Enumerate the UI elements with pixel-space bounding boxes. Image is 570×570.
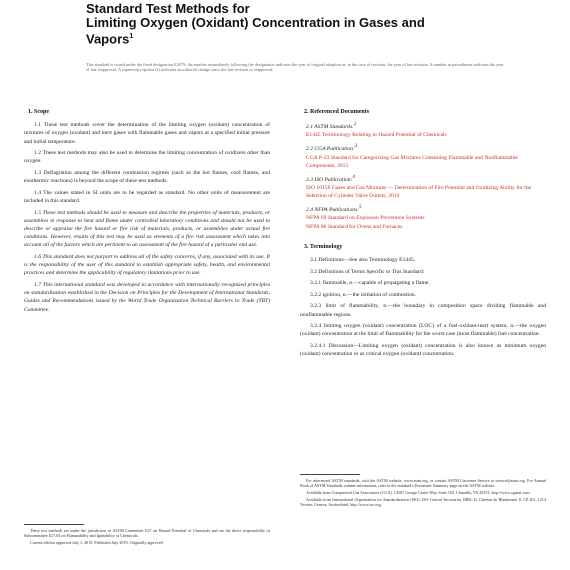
section-heading-terminology: 3. Terminology (304, 243, 343, 250)
document-title (86, 2, 516, 46)
reference-footnote-mark: 2 (354, 122, 357, 128)
scope-para-4: 1.4 The values stated in SI units are to be regarded as standard. No other units of measurement are included in this standard. (24, 189, 270, 204)
reference-footnote-mark: 3 (354, 144, 358, 150)
reference-link-code[interactable]: E1445 (306, 132, 321, 139)
title-line-1: Standard Test Methods for (86, 1, 250, 16)
reference-group-astm (300, 121, 546, 139)
title-line-3 (86, 30, 516, 46)
reference-link-code[interactable]: NFPA 86 (306, 223, 327, 230)
scope-para-1: 1.1 These test methods cover the determination of the limiting oxygen (oxidant) concentration of mixtures of oxygen (oxidant) and inert gases with flammable gases and vapors at a specified initial pressure and initial temperature. (24, 122, 270, 145)
right-column (300, 108, 546, 362)
title-line-3-text: Vapors (86, 31, 130, 47)
reference-item (306, 214, 546, 222)
terminology-para-4: 3.2.2 ignition, n.—the initiation of combustion. (310, 291, 416, 298)
footnote-1: These test methods are under the jurisdiction of ASTM Committee E27 on Hazard Potential of Chemicals and are the direct responsibility of Subcommittee E27.04 on Flammability and Ignitability of Chemicals. (24, 528, 270, 538)
reference-group-heading-text: 2.1 ASTM Standards: (306, 124, 355, 131)
reference-link-title[interactable]: Standard for Categorizing Gas Mixtures Containing Flammable and Nonflammable Components, 2015 (306, 154, 518, 169)
section-heading-scope: 1. Scope (28, 109, 49, 115)
terminology-para-5: 3.2.3 limit of flammability, n.—the boundary in composition space dividing flammable and nonflammable regions. (300, 303, 546, 318)
reference-item (306, 154, 546, 170)
footnote-3: Available from Compressed Gas Association (CGA), 14501 George Carter Way, Suite 103, Chantilly, VA 20151, http://www.cganet.com. (306, 490, 531, 495)
designation-note: This standard is issued under the fixed designation E2079; the number immediately following the designation indicates the year of original adoption or, in the case of revision, the year of last revision. A number in parentheses indicates the year of last reapproval. A superscript epsilon (ε) indicates an editorial change since the last revision or reapproval. (86, 62, 504, 73)
reference-link-title[interactable]: Gases and Gas Mixtures — Determination of Fire Potential and Oxidizing Ability for the Selection of Cylinder Valve Outlets, 2010 (306, 185, 532, 200)
reference-link-title[interactable]: Standard for Ovens and Furnaces (327, 223, 403, 230)
reference-group-heading (306, 174, 546, 184)
reference-group-heading-text: 2.3 ISO Publication: (306, 176, 353, 183)
left-column (24, 108, 270, 317)
reference-item (306, 184, 546, 200)
terminology-para-6: 3.2.4 limiting oxygen (oxidant) concentration (LOC) of a fuel-oxidant-inert system, n.—the oxygen (oxidant) concentration at the limit of flammability for the worst case (most flammable) fuel concentration. (300, 323, 546, 338)
footnote-rule-right (300, 474, 360, 475)
reference-group-nfpa (300, 204, 546, 230)
footnotes-right (300, 478, 546, 509)
reference-link-code[interactable]: ISO 10156 (306, 185, 331, 191)
reference-link-title[interactable]: Standard on Explosion Prevention Systems (327, 215, 425, 222)
section-heading-referenced-documents: 2. Referenced Documents (304, 109, 370, 115)
terminology-para-1: 3.1 Definitions—See also Terminology E1445. (310, 257, 416, 264)
reference-group-heading (306, 143, 546, 153)
scope-para-7: 1.7 This international standard was developed in accordance with internationally recognized principles on standardization established in the Decision on Principles for the Development of International Standards, Guides and Recommendations issued by the World Trade Organization Technical Barriers to Trade (TBT) Committee. (24, 282, 270, 313)
footnote-1-continued: Current edition approved July 1, 2019. Published July 2019. Originally approved (30, 540, 163, 545)
reference-group-heading-text: 2.4 NFPA Publications: (306, 207, 360, 214)
reference-item (306, 131, 546, 139)
reference-link-code[interactable]: NFPA 69 (306, 215, 327, 222)
scope-para-6: 1.6 This standard does not purport to address all of the safety concerns, if any, associated with its use. It is the responsibility of the user of this standard to establish appropriate safety, health, and environmental practices and determine the applicability of regulatory limitations prior to use. (24, 254, 270, 277)
title-line-2: Limiting Oxygen (Oxidant) Concentration in Gases and (86, 15, 425, 30)
reference-item (306, 223, 546, 231)
reference-group-heading (306, 204, 546, 214)
footnotes-left (24, 528, 270, 547)
reference-group-cga (300, 143, 546, 169)
reference-footnote-mark: 5 (359, 205, 362, 211)
scope-para-2: 1.2 These test methods may also be used to determine the limiting concentration of oxidizers other than oxygen. (24, 150, 270, 165)
terminology-para-7: 3.2.4.1 Discussion—Limiting oxygen (oxidant) concentration is also known as minimum oxygen (oxidant) concentration or as critical oxygen (oxidant) concentration. (300, 343, 546, 358)
scope-para-5: 1.5 These test methods should be used to measure and describe the properties of materials, products, or assemblies in response to heat and flame under controlled laboratory conditions and should not be used to describe or appraise the fire hazard or fire risk of materials, products, or assemblies under actual fire conditions. However, results of this test may be used as elements of a fire risk assessment which takes into account all of the factors which are pertinent to an assessment of the fire hazard of a particular end use. (24, 209, 270, 249)
reference-footnote-mark: 4 (352, 174, 355, 180)
reference-group-iso (300, 174, 546, 200)
scope-para-3: 1.3 Deflagration among the different combustion regimes (such as the hot flames, cool flames, and exothermic reactions) is beyond the scope of these test methods. (24, 170, 270, 185)
footnote-4: Available from International Organization for Standardization (ISO), ISO Central Secretariat, BIBC II, Chemin de Blandonnet 8, CP 401, 1214 Vernier, Geneva, Switzerland, http://www.iso.org. (300, 497, 546, 507)
terminology-para-3: 3.2.1 flammable, n.—capable of propagating a flame. (310, 280, 430, 287)
terminology-para-2: 3.2 Definitions of Terms Specific to This Standard: (310, 268, 425, 275)
reference-link-code[interactable]: CGA P-23 (306, 154, 330, 161)
reference-group-heading-text: 2.2 CGA Publication: (306, 146, 355, 153)
footnote-rule-left (24, 524, 84, 525)
reference-link-title[interactable]: Terminology Relating to Hazard Potential of Chemicals (321, 132, 447, 139)
title-footnote-mark: 1 (129, 33, 134, 40)
footnote-2: For referenced ASTM standards, visit the ASTM website, www.astm.org, or contact ASTM Customer Service at service@astm.org. For Annual Book of ASTM Standards volume information, refer to the standard's Document Summary page on the ASTM website. (300, 478, 546, 488)
reference-group-heading (306, 121, 546, 131)
